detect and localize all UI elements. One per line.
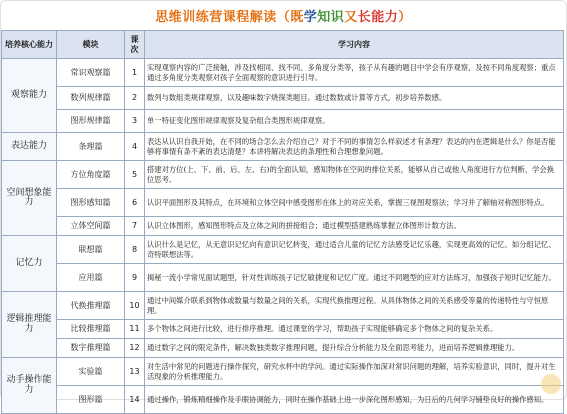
- category-cell: 观察能力: [2, 59, 57, 133]
- watermark-badge-icon: [541, 374, 561, 394]
- content-cell: 认识立体图形，感知图形特点及立体之间的拼接组合；通过模型搭建熟练掌握立体图形计数方法。: [145, 217, 564, 236]
- content-cell: 认识平面图形及其特点，在环境和立体空间中感受图形在体上的对应关系，掌握三视图观察法；学习并了解轴对称图形特点。: [145, 189, 564, 217]
- content-cell: 通过数字之间的限定条件，解决数独类数字推理问题，提升综合分析能力及全面思考能力，进而培养逻辑推理能力。: [145, 339, 564, 358]
- content-cell: 搭建对方位(上、下、前、后、左、右)的全面认知，感知物体在空间的排位关系，能够从自己或他人角度进行方位判断，学会换位思考。: [145, 161, 564, 189]
- module-cell: 图形篇: [57, 386, 125, 414]
- content-cell: 认识什么是记忆，从无意识记忆向有意识记忆转变，通过适合儿童的记忆方法感受记忆乐趣，实现更高效的记忆。如分组记忆、奇特联想法等。: [145, 236, 564, 264]
- content-cell: 通过中间媒介联系到物体或数量与数量之间的关系，实现代换推理过程。从具体物体之间的关系感受等量的传递特性与守恒原理。: [145, 292, 564, 320]
- module-cell: 图形规律篇: [57, 110, 125, 133]
- module-cell: 立体空间篇: [57, 217, 125, 236]
- module-cell: 应用篇: [57, 264, 125, 292]
- lesson-cell: 13: [125, 358, 145, 386]
- lesson-cell: 5: [125, 161, 145, 189]
- page-title: [0, 0, 567, 30]
- module-cell: 常识观察篇: [57, 59, 125, 87]
- title-part-2: 学: [303, 9, 318, 25]
- title-part-6: ）: [398, 9, 412, 25]
- module-cell: 条理篇: [57, 133, 125, 161]
- table-row: [2, 320, 564, 339]
- lesson-cell: 12: [125, 339, 145, 358]
- content-cell: 单一特征变化图形规律观察及复杂组合类图形规律观察。: [145, 110, 564, 133]
- category-cell: 表达能力: [2, 133, 57, 161]
- content-cell: 对生活中常见的问题进行操作探究，研究水杯中的学问。通过实际操作加深对常识问题的理解，培养实验意识，同时，提升对生活现象的分析推理能力。: [145, 358, 564, 386]
- lesson-cell: 4: [125, 133, 145, 161]
- table-row: [2, 133, 564, 161]
- category-cell: 逻辑推理能力: [2, 292, 57, 358]
- table-row: [2, 59, 564, 87]
- lesson-cell: 10: [125, 292, 145, 320]
- content-cell: 通过操作，锻炼精细操作及手眼协调能力，同时在操作基础上进一步深化图形感知，为日后的几何学习铺垫良好的操作感知。: [145, 386, 564, 414]
- lesson-cell: 2: [125, 87, 145, 110]
- table-row: [2, 110, 564, 133]
- table-row: [2, 264, 564, 292]
- lesson-cell: 3: [125, 110, 145, 133]
- category-cell: 记忆力: [2, 236, 57, 292]
- lesson-cell: 6: [125, 189, 145, 217]
- table-row: [2, 339, 564, 358]
- table-header-row: [2, 31, 564, 59]
- table-row: [2, 189, 564, 217]
- module-cell: 图形感知篇: [57, 189, 125, 217]
- content-cell: 实现观察内容的广泛接触，涉及找相同、找不同、多角度分类等，孩子从有趣的题目中学会有序观察，及按不同角度观察；重点通过多角度分类观察对孩子全面观察的意识进行引导。: [145, 59, 564, 87]
- lesson-cell: 1: [125, 59, 145, 87]
- content-cell: 揭秘一流小学常见面试题型，针对性训练孩子记忆敏捷度和记忆广度。通过不同题型的应对方法练习，加强孩子短时记忆能力。: [145, 264, 564, 292]
- content-cell: 数列与数组类规律观察，以及趣味数字烧探类题目。通过数数或计算等方式，初步培养数感。: [145, 87, 564, 110]
- lesson-cell: 14: [125, 386, 145, 414]
- table-row: [2, 87, 564, 110]
- module-cell: 数列规律篇: [57, 87, 125, 110]
- header-lesson: 课次: [125, 31, 145, 59]
- category-cell: 空间想象能力: [2, 161, 57, 236]
- table-row: [2, 161, 564, 189]
- category-cell: 动手操作能力: [2, 358, 57, 414]
- title-part-3: 知识: [317, 9, 345, 25]
- title-part-4: 又: [344, 9, 358, 25]
- module-cell: 方位角度篇: [57, 161, 125, 189]
- header-content: 学习内容: [145, 31, 564, 59]
- lesson-cell: 7: [125, 217, 145, 236]
- lesson-cell: 9: [125, 264, 145, 292]
- course-table: [1, 30, 564, 414]
- content-cell: 表达从认识自我开始，在不同的场合怎么去介绍自己？对于不同的事情怎么样叙述才有条理？表达的内在逻辑是什么？你是否能够将事情有条不紊的表达清楚？本讲将解决表达的条理性和合理想象问题。: [145, 133, 564, 161]
- title-part-1: 思维训练营课程解读（既: [155, 9, 304, 25]
- table-row: [2, 292, 564, 320]
- module-cell: 联想篇: [57, 236, 125, 264]
- module-cell: 数字推理篇: [57, 339, 125, 358]
- table-row: [2, 236, 564, 264]
- lesson-cell: 8: [125, 236, 145, 264]
- table-row: [2, 217, 564, 236]
- module-cell: 比较推理篇: [57, 320, 125, 339]
- module-cell: 实验篇: [57, 358, 125, 386]
- header-module: 模块: [57, 31, 125, 59]
- module-cell: 代换推理篇: [57, 292, 125, 320]
- content-cell: 多个物体之间进行比较，进行排序推理。通过课堂的学习，帮助孩子实现能够确定多个物体之间的复杂关系。: [145, 320, 564, 339]
- lesson-cell: 11: [125, 320, 145, 339]
- header-category: 培养核心能力: [2, 31, 57, 59]
- title-part-5: 长能力: [357, 9, 399, 25]
- table-row: [2, 358, 564, 386]
